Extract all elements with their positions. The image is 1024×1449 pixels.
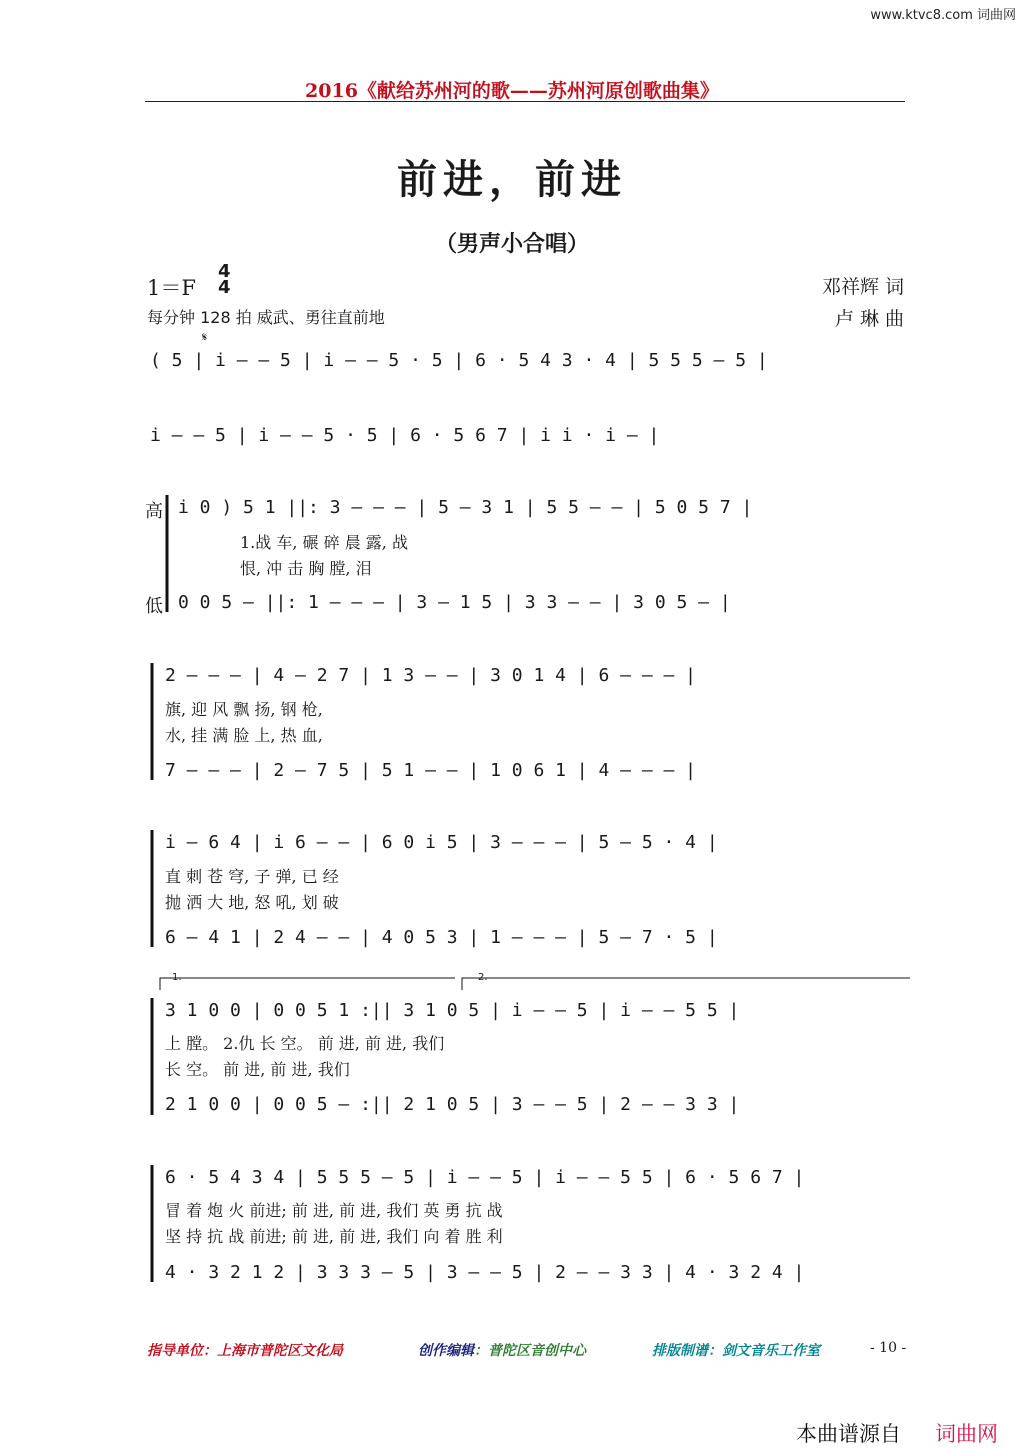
system-3-lyric-2: 抛 洒 大 地, 怒 吼, 划 破: [165, 893, 339, 912]
intro-line-1: ( 5 | i – – 5 | i – – 5 · 5 | 6 · 5 4 3 · 4 | 5 5 5 – 5 |: [150, 350, 768, 371]
system-4-lyric-1: 上 膛。 2.仇 长 空。 前 进, 前 进, 我们: [165, 1034, 445, 1053]
voice-label-low: 低: [145, 596, 163, 617]
footer-guide-value: ：上海市普陀区文化局: [203, 1343, 343, 1359]
time-sig-top: 4: [218, 261, 231, 282]
system-1-lyric-1: 1.战 车, 碾 碎 晨 露, 战: [240, 533, 408, 552]
key-signature: 1＝F: [147, 276, 196, 300]
intro-line-2: i – – 5 | i – – 5 · 5 | 6 · 5 6 7 | i i · i – |: [150, 425, 660, 446]
system-4-low: 2 1 0 0 | 0 0 5 – :|| 2 1 0 5 | 3 – – 5 | 2 – – 3 3 |: [165, 1094, 740, 1115]
footer-layout-value: ：剑文音乐工作室: [708, 1343, 820, 1359]
site-watermark-top: www.ktvc8.com 词曲网: [870, 8, 1016, 23]
volta-1-label: 1.: [172, 972, 182, 983]
system-2-lyric-2: 水, 挂 满 脸 上, 热 血,: [165, 726, 323, 745]
system-5-high: 6 · 5 4 3 4 | 5 5 5 – 5 | i – – 5 | i – – 5 5 | 6 · 5 6 7 |: [165, 1167, 805, 1188]
composer-credit: 卢 琳 曲: [834, 308, 904, 330]
footer-layout-label: 排版制谱: [652, 1343, 708, 1359]
collection-title: 2016《献给苏州河的歌——苏州河原创歌曲集》: [305, 80, 719, 102]
system-1-lyric-2: 恨, 冲 击 胸 膛, 泪: [240, 559, 372, 578]
source-label: 本曲谱源自: [796, 1422, 901, 1446]
song-subtitle: （男声小合唱）: [434, 231, 589, 257]
system-3-lyric-1: 直 刺 苍 穹, 子 弹, 已 经: [165, 867, 339, 886]
system-5-lyric-1: 冒 着 炮 火 前进; 前 进, 前 进, 我们 英 勇 抗 战: [165, 1201, 503, 1220]
footer-layout: [652, 1340, 820, 1360]
footer-create: [418, 1340, 586, 1360]
system-5-lyric-2: 坚 持 抗 战 前进; 前 进, 前 进, 我们 向 着 胜 利: [165, 1227, 503, 1246]
tempo-marking: 每分钟 128 拍 威武、勇往直前地: [147, 308, 385, 327]
system-4-lyric-2: 长 空。 前 进, 前 进, 我们: [165, 1060, 350, 1079]
footer-guide: [147, 1340, 343, 1360]
source-site-link[interactable]: 词曲网: [935, 1422, 998, 1446]
footer-create-label: 创作编辑: [418, 1343, 474, 1359]
system-1-low: 0 0 5 – ||: 1 – – – | 3 – 1 5 | 3 3 – – | 3 0 5 – |: [178, 592, 731, 613]
volta-2-label: 2.: [478, 972, 488, 983]
system-4-high: 3 1 0 0 | 0 0 5 1 :|| 3 1 0 5 | i – – 5 | i – – 5 5 |: [165, 1000, 740, 1021]
system-3-low: 6 – 4 1 | 2 4 – – | 4 0 5 3 | 1 – – – | 5 – 7 · 5 |: [165, 927, 718, 948]
footer-guide-label: 指导单位: [147, 1343, 203, 1359]
system-2-low: 7 – – – | 2 – 7 5 | 5 1 – – | 1 0 6 1 | 4 – – – |: [165, 760, 697, 781]
page-number: - 10 -: [870, 1340, 907, 1356]
system-2-high: 2 – – – | 4 – 2 7 | 1 3 – – | 3 0 1 4 | 6 – – – |: [165, 665, 697, 686]
time-sig-bottom: 4: [218, 277, 231, 298]
footer-create-value: ：普陀区音创中心: [474, 1343, 586, 1359]
volta-2-bracket: [462, 978, 910, 990]
system-1-high: i 0 ) 5 1 ||: 3 – – – | 5 – 3 1 | 5 5 – – | 5 0 5 7 |: [178, 497, 753, 518]
system-3-high: i – 6 4 | i 6 – – | 6 0 i 5 | 3 – – – | 5 – 5 · 4 |: [165, 832, 718, 853]
system-5-low: 4 · 3 2 1 2 | 3 3 3 – 5 | 3 – – 5 | 2 – – 3 3 | 4 · 3 2 4 |: [165, 1262, 805, 1283]
segno-icon: 𝄋: [202, 330, 208, 344]
voice-label-high: 高: [145, 501, 163, 522]
volta-1-bracket: [160, 978, 455, 990]
song-title: 前进，前进: [397, 156, 627, 203]
lyricist-credit: 邓祥辉 词: [821, 276, 904, 298]
system-2-lyric-1: 旗, 迎 风 飘 扬, 钢 枪,: [165, 700, 323, 719]
